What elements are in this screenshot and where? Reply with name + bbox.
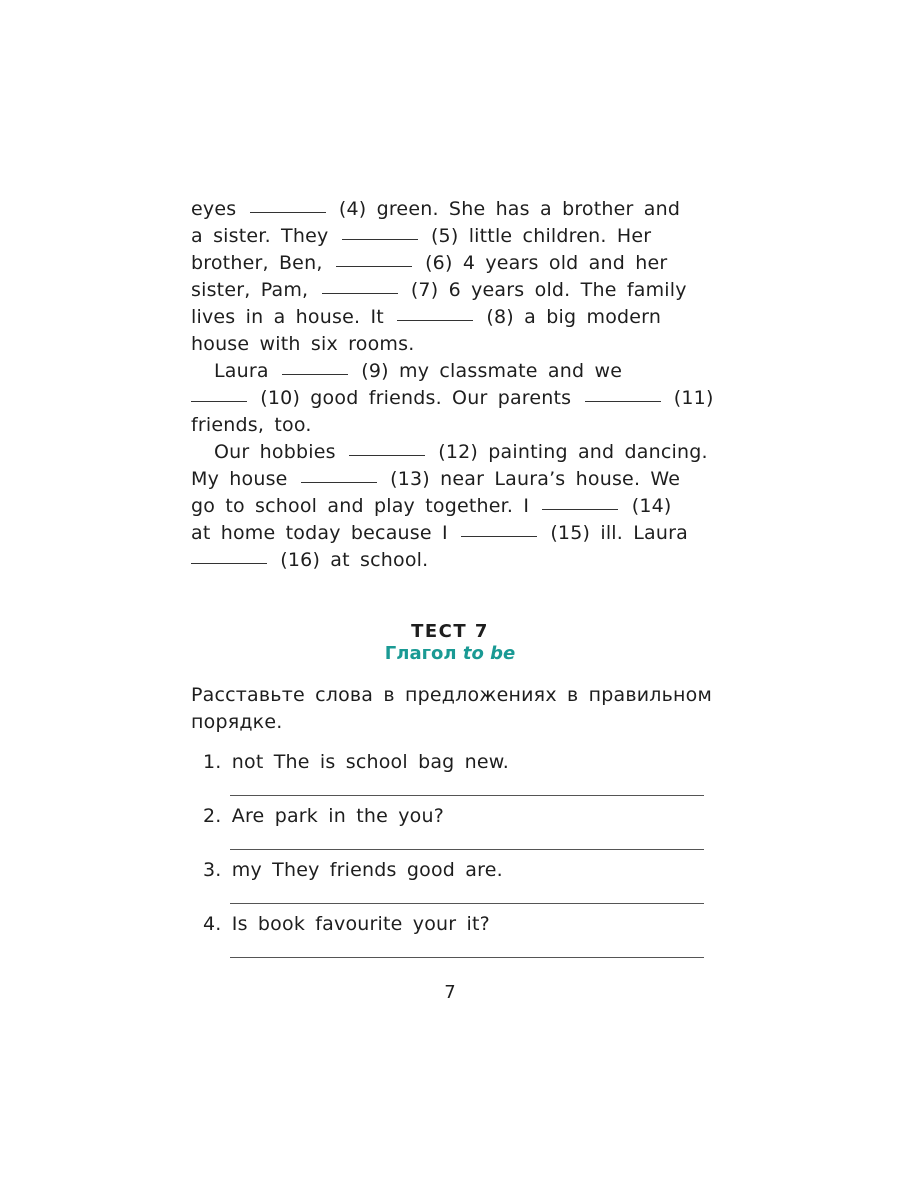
passage-line-7 [214, 358, 622, 384]
passage-text: go to school and play together. I [191, 495, 530, 517]
passage-line-6 [191, 331, 414, 357]
passage-line-14 [191, 547, 428, 573]
instruction-line-2: порядке. [191, 711, 283, 733]
passage-text: (8) a big modern [486, 306, 662, 328]
instruction-line-1: Расставьте слова в предложениях в правильном [191, 684, 713, 706]
passage-text: (16) at school. [280, 549, 429, 571]
blank-5[interactable] [342, 239, 418, 240]
passage-text: lives in a house. It [191, 306, 384, 328]
passage-line-12 [191, 493, 672, 519]
passage-line-4 [191, 277, 687, 303]
passage-text: a sister. They [191, 225, 329, 247]
answer-line-1[interactable] [230, 795, 704, 796]
passage-text: eyes [191, 198, 237, 220]
passage-line-2 [191, 223, 651, 249]
passage-line-13 [191, 520, 688, 546]
passage-text: (4) green. She has a brother and [338, 198, 681, 220]
passage-text: (5) little children. Her [430, 225, 652, 247]
passage-text: (7) 6 years old. The family [410, 279, 687, 301]
passage-text: (15) ill. Laura [550, 522, 688, 544]
blank-7[interactable] [322, 293, 398, 294]
passage-text: Laura [214, 360, 269, 382]
exercise-item-2: 2. Are park in the you? [203, 805, 445, 827]
passage-text: at home today because I [191, 522, 448, 544]
passage-line-8 [191, 385, 714, 411]
passage-line-1 [191, 196, 680, 222]
blank-4[interactable] [250, 212, 326, 213]
blank-13[interactable] [301, 482, 377, 483]
passage-text: brother, Ben, [191, 252, 323, 274]
blank-12[interactable] [349, 455, 425, 456]
passage-text: My house [191, 468, 288, 490]
blank-15[interactable] [461, 536, 537, 537]
blank-8[interactable] [397, 320, 473, 321]
blank-11[interactable] [585, 401, 661, 402]
passage-line-9 [191, 412, 312, 438]
exercise-item-3: 3. my They friends good are. [203, 859, 503, 881]
passage-text: (9) my classmate and we [361, 360, 623, 382]
passage-line-11 [191, 466, 680, 492]
passage-text: (10) good friends. Our parents [260, 387, 572, 409]
passage-line-10 [214, 439, 708, 465]
answer-line-3[interactable] [230, 903, 704, 904]
test-subtitle [0, 643, 900, 664]
passage-text: (14) [631, 495, 672, 517]
passage-text: friends, too. [191, 414, 312, 436]
passage-text: (13) near Laura’s house. We [390, 468, 681, 490]
blank-10[interactable] [191, 401, 247, 402]
test-title: ТЕСТ 7 [411, 621, 489, 642]
answer-line-4[interactable] [230, 957, 704, 958]
blank-16[interactable] [191, 563, 267, 564]
exercise-item-4: 4. Is book favourite your it? [203, 913, 490, 935]
answer-line-2[interactable] [230, 849, 704, 850]
passage-text: house with six rooms. [191, 333, 415, 355]
passage-text: (11) [673, 387, 714, 409]
subtitle-italic: to be [462, 643, 516, 664]
passage-text: sister, Pam, [191, 279, 309, 301]
passage-text: Our hobbies [214, 441, 336, 463]
exercise-item-1: 1. not The is school bag new. [203, 751, 510, 773]
blank-6[interactable] [336, 266, 412, 267]
passage-text: (6) 4 years old and her [425, 252, 668, 274]
passage-text: (12) painting and dancing. [438, 441, 708, 463]
subtitle-prefix: Глагол [384, 643, 457, 664]
passage-line-5 [191, 304, 661, 330]
page-number: 7 [444, 982, 456, 1003]
passage-line-3 [191, 250, 667, 276]
blank-14[interactable] [542, 509, 618, 510]
blank-9[interactable] [282, 374, 348, 375]
